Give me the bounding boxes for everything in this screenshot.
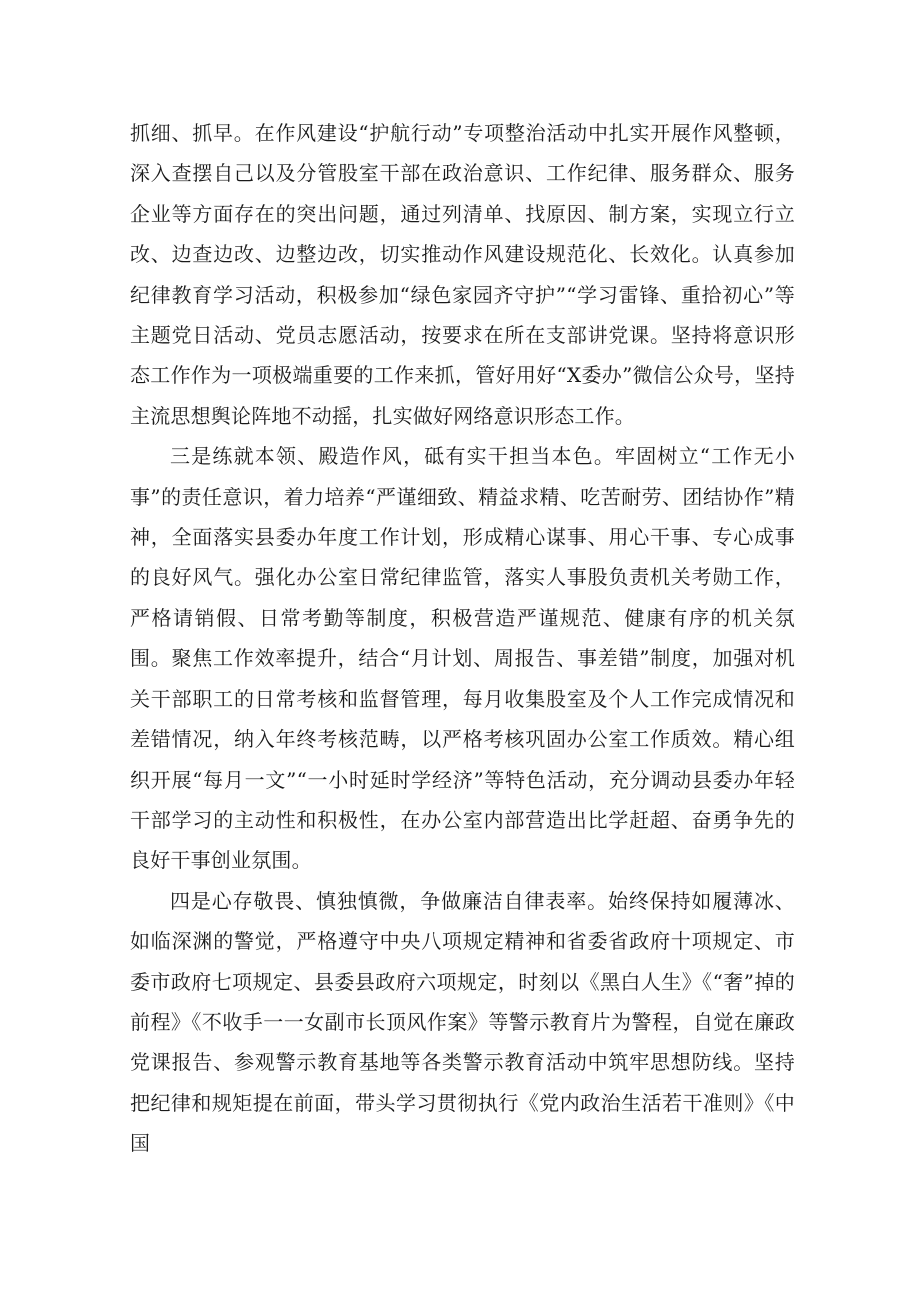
paragraph-continuation: 抓细、抓早。在作风建设“护航行动”专项整治活动中扎实开展作风整顿，深入查摆自己以及分管股室干部在政治意识、工作纪律、服务群众、服务企业等方面存在的突出问题，通过列清单、找原因、制方案，实现立行立改、边查边改、边整边改，切实推动作风建设规范化、长效化。认真参加纪律教育学习活动，积极参加“绿色家园齐守护”“学习雷锋、重拾初心”等主题党日活动、党员志愿活动，按要求在所在支部讲党课。坚持将意识形态工作作为一项极端重要的工作来抓，管好用好“X委办”微信公众号，坚持主流思想舆论阵地不动摇，扎实做好网络意识形态工作。 xyxy=(130,121,795,428)
document-body xyxy=(130,113,795,1164)
paragraph-point-four: 四是心存敬畏、慎独慎微，争做廉洁自律表率。始终保持如履薄冰、如临深渊的警觉，严格遵守中央八项规定精神和省委省政府十项规定、市委市政府七项规定、县委县政府六项规定，时刻以《黑白人生》《“奢”掉的前程》《不收手一一女副市长顶风作案》等警示教育片为警程，自觉在廉政党课报告、参观警示教育基地等各类警示教育活动中筑牢思想防线。坚持把纪律和规矩提在前面，带头学习贯彻执行《党内政治生活若干准则》《中国 xyxy=(130,888,795,1156)
paragraph-point-three: 三是练就本领、殿造作风，砥有实干担当本色。牢固树立“工作无小事”的责任意识，着力培养“严谨细致、精益求精、吃苦耐劳、团结协作”精神，全面落实县委办年度工作计划，形成精心谋事、用心干事、专心成事的良好风气。强化办公室日常纪律监管，落实人事股负责机关考勋工作，严格请销假、日常考勤等制度，积极营造严谨规范、健康有序的机关氛围。聚焦工作效率提升，结合“月计划、周报告、事差错”制度，加强对机关干部职工的日常考核和监督管理，每月收集股室及个人工作完成情况和差错情况，纳入年终考核范畴，以严格考核巩固办公室工作质效。精心组织开展“每月一文”“一小时延时学经济”等特色活动，充分调动县委办年轻干部学习的主动性和积极性，在办公室内部营造出比学赶超、奋勇争先的良好干事创业氛围。 xyxy=(130,444,795,873)
